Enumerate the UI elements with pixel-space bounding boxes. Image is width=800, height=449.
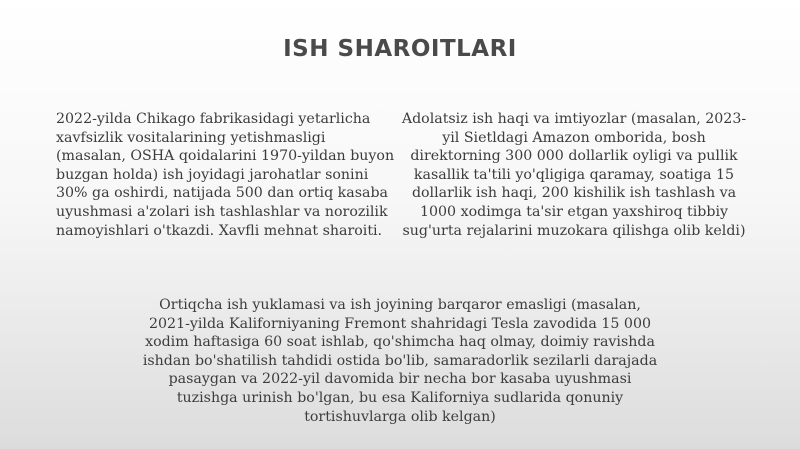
- bottom-paragraph: Ortiqcha ish yuklamasi va ish joyining barqaror emasligi (masalan, 2021-yilda Kaliforniyaning Fremont shahridagi Tesla zavodida 15 000 xodim haftasiga 60 soat ishlab, qo'shimcha haq olmay, doimiy ravishda ishdan bo'shatilish tahdidi ostida bo'lib, samaradorlik sezilarli darajada pasaygan va 2022-yil davomida bir necha bor kasaba uyushmasi tuzishga urinish bo'lgan, bu esa Kaliforniya sudlarida qonuniy tortishuvlarga olib kelgan): [142, 297, 658, 425]
- right-paragraph: Adolatsiz ish haqi va imtiyozlar (masalan, 2023-yil Sietldagi Amazon omborida, bosh direktorning 300 000 dollarlik oyligi va pullik kasallik ta'tili yo'qligiga qaramay, soatiga 15 dollarlik ish haqi, 200 kishilik ish tashlash va 1000 xodimga ta'sir etgan yaxshiroq tibbiy sug'urta rejalarini muzokara qilishga olib keldi): [401, 111, 747, 239]
- slide-title: ISH SHAROITLARI: [283, 36, 517, 62]
- left-paragraph: 2022-yilda Chikago fabrikasidagi yetarlicha xavfsizlik vositalarining yetishmasligi (masalan, OSHA qoidalarini 1970-yildan buyon buzgan holda) ish joyidagi jarohatlar sonini 30% ga oshirdi, natijada 500 dan ortiq kasaba uyushmasi a'zolari ish tashlashlar va norozilik namoyishlari o'tkazdi. Xavfli mehnat sharoiti.: [56, 111, 395, 239]
